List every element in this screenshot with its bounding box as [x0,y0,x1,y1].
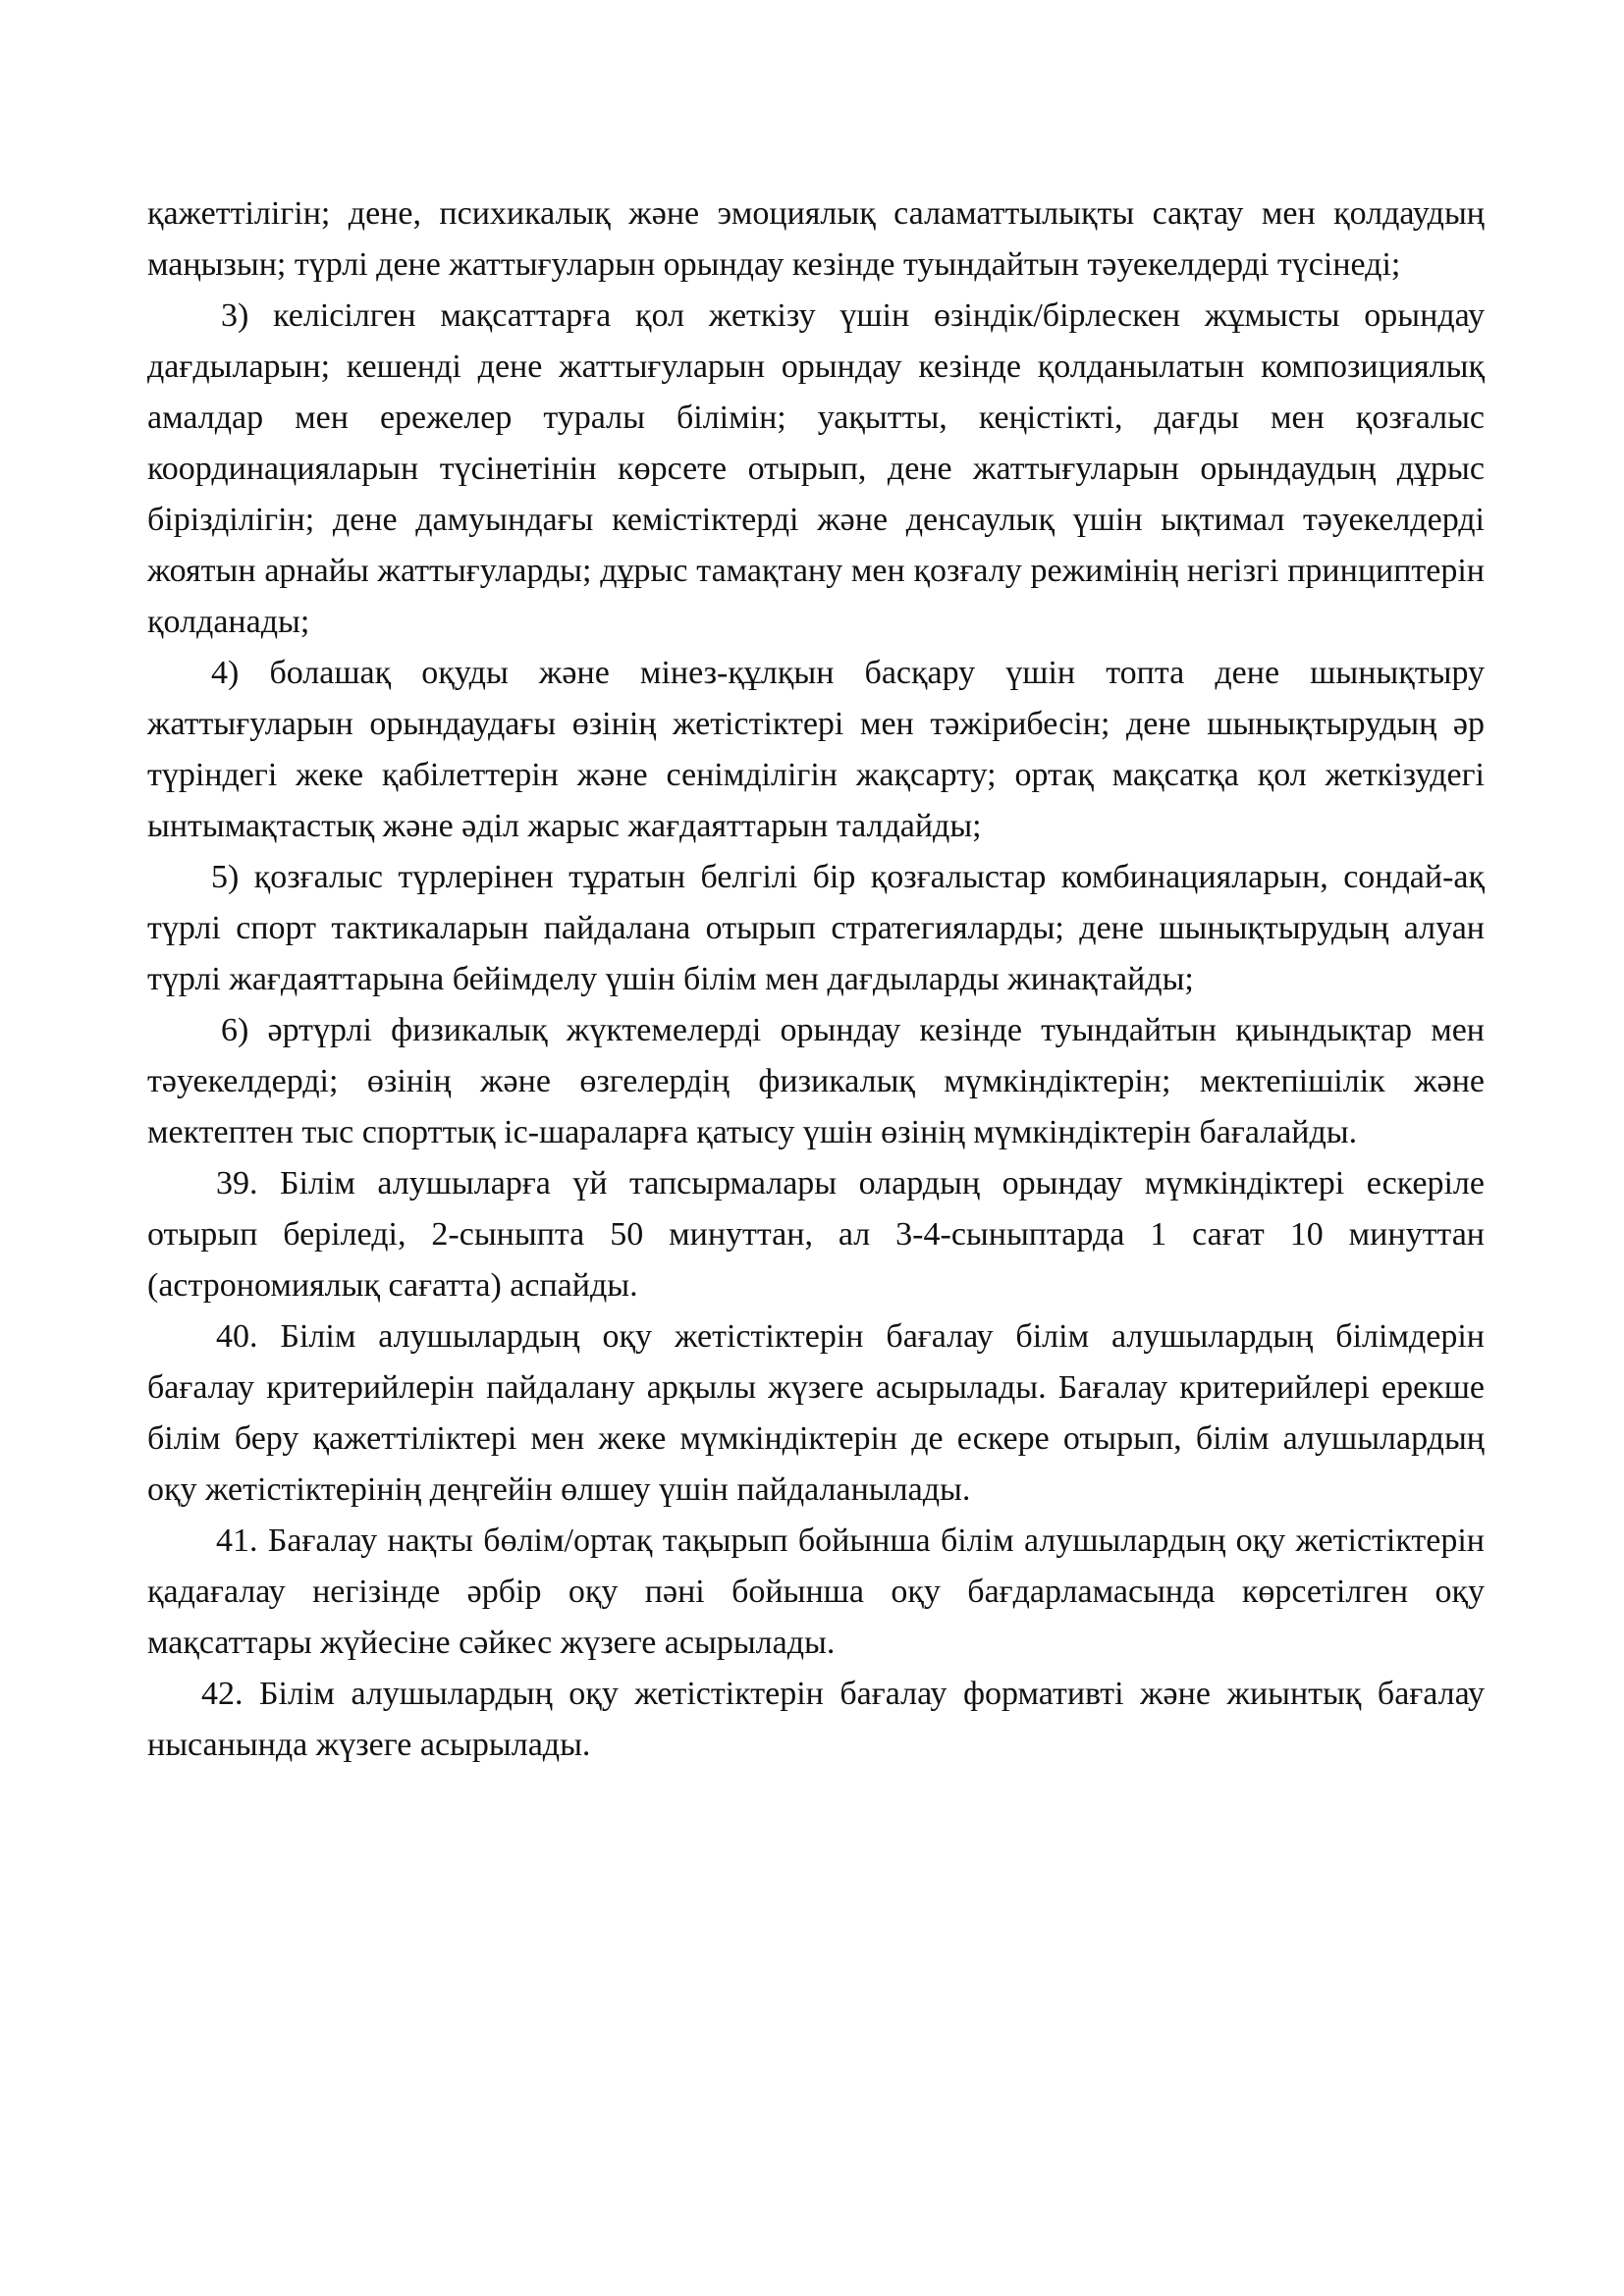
paragraph-40: 40. Білім алушылардың оқу жетістіктерін бағалау білім алушылардың білімдерін бағалау критерийлерін пайдалану арқылы жүзеге асырылады. Бағалау критерийлері ерекше білім беру қажеттіліктері мен жеке мүмкіндіктерін де ескере отырып, білім алушылардың оқу жетістіктерінің деңгейін өлшеу үшін пайдаланылады. [147,1318,1485,1508]
paragraph-item-6: 6) әртүрлі физикалық жүктемелерді орындау кезінде туындайтын қиындықтар мен тәуекелдерді; өзінің және өзгелердің физикалық мүмкіндіктерін; мектепішілік және мектептен тыс спорттық іс-шараларға қатысу үшін өзінің мүмкіндіктерін бағалайды. [147,1012,1485,1150]
paragraph-41: 41. Бағалау нақты бөлім/ортақ тақырып бойынша білім алушылардың оқу жетістіктерін қадағалау негізінде әрбір оқу пәні бойынша оқу бағдарламасында көрсетілген оқу мақсаттары жүйесіне сәйкес жүзеге асырылады. [147,1522,1485,1661]
paragraph-39: 39. Білім алушыларға үй тапсырмалары олардың орындау мүмкіндіктері ескеріле отырып беріледі, 2-сыныпта 50 минуттан, ал 3-4-сыныптарда 1 сағат 10 минуттан (астрономиялық сағатта) аспайды. [147,1165,1485,1304]
paragraph-item-5: 5) қозғалыс түрлерінен тұратын белгілі бір қозғалыстар комбинацияларын, сондай-ақ түрлі спорт тактикаларын пайдалана отырып стратегияларды; дене шынықтырудың алуан түрлі жағдаяттарына бейімделу үшін білім мен дағдыларды жинақтайды; [147,859,1485,997]
paragraph-42: 42. Білім алушылардың оқу жетістіктерін бағалау формативті және жиынтық бағалау нысанында жүзеге асырылады. [147,1676,1485,1763]
paragraph-item-3: 3) келісілген мақсаттарға қол жеткізу үшін өзіндік/бірлескен жұмысты орындау дағдыларын; кешенді дене жаттығуларын орындау кезінде қолданылатын композициялық амалдар мен ережелер туралы білімін; уақытты, кеңістікті, дағды мен қозғалыс координацияларын түсінетінін көрсете отырып, дене жаттығуларын орындаудың дұрыс бірізділігін; дене дамуындағы кемістіктерді және денсаулық үшін ықтимал тәуекелдерді жоятын арнайы жаттығуларды; дұрыс тамақтану мен қозғалу режимінің негізгі принциптерін қолданады; [147,297,1485,640]
document-body [147,188,1485,1771]
paragraph-continuation: қажеттілігін; дене, психикалық және эмоциялық саламаттылықты сақтау мен қолдаудың маңызын; түрлі дене жаттығуларын орындау кезінде туындайтын тәуекелдерді түсінеді; [147,195,1485,283]
paragraph-item-4: 4) болашақ оқуды және мінез-құлқын басқару үшін топта дене шынықтыру жаттығуларын орындаудағы өзінің жетістіктері мен тәжірибесін; дене шынықтырудың әр түріндегі жеке қабілеттерін және сенімділігін жақсарту; ортақ мақсатқа қол жеткізудегі ынтымақтастық және әділ жарыс жағдаяттарын талдайды; [147,655,1485,844]
